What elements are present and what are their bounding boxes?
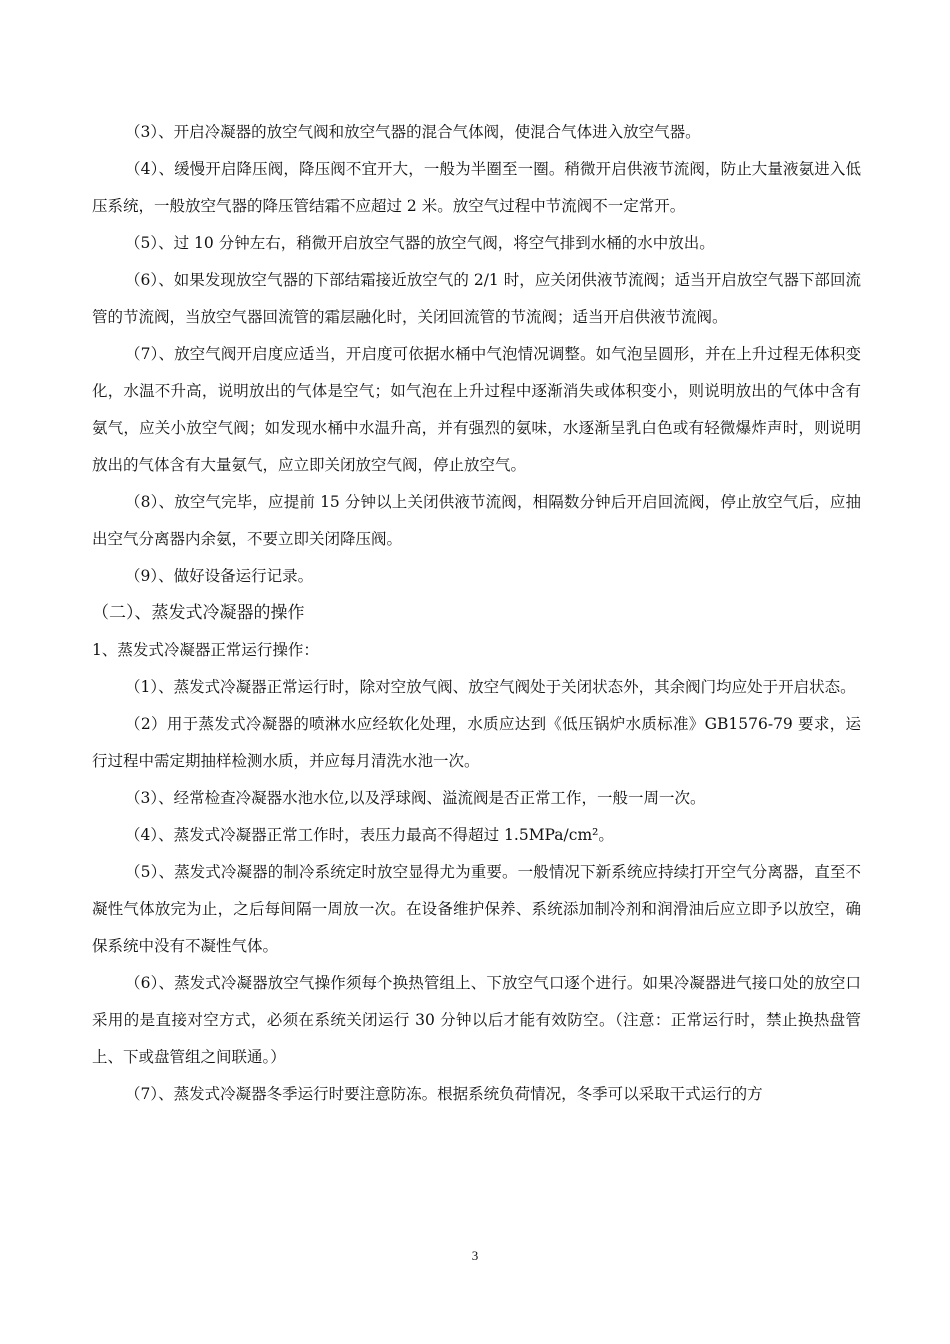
paragraph-op-2: （2）用于蒸发式冷凝器的喷淋水应经软化处理，水质应达到《低压锅炉水质标准》GB1576-79 要求，运行过程中需定期抽样检测水质，并应每月清洗水池一次。 <box>92 715 861 770</box>
section-heading: （二）、蒸发式冷凝器的操作 <box>92 603 305 623</box>
paragraph-op-4: （4）、蒸发式冷凝器正常工作时，表压力最高不得超过 1.5MPa/cm²。 <box>125 826 614 844</box>
paragraph-step-4: （4）、缓慢开启降压阀，降压阀不宜开大，一般为半圈至一圈。稍微开启供液节流阀，防止大量液氨进入低压系统，一般放空气器的降压管结霜不应超过 2 米。放空气过程中节流阀不一定常开。 <box>92 160 861 215</box>
paragraph-op-6: （6）、蒸发式冷凝器放空气操作须每个换热管组上、下放空气口逐个进行。如果冷凝器进气接口处的放空口采用的是直接对空方式，必须在系统关闭运行 30 分钟以后才能有效防空。（注意：正常运行时，禁止换热盘管上、下或盘管组之间联通。） <box>92 974 861 1066</box>
paragraph-step-6: （6）、如果发现放空气器的下部结霜接近放空气的 2/1 时，应关闭供液节流阀；适当开启放空气器下部回流管的节流阀，当放空气器回流管的霜层融化时，关闭回流管的节流阀；适当开启供液节流阀。 <box>92 271 861 326</box>
document-body <box>92 114 861 1113</box>
paragraph-step-8: （8）、放空气完毕，应提前 15 分钟以上关闭供液节流阀，相隔数分钟后开启回流阀，停止放空气后，应抽出空气分离器内余氨，不要立即关闭降压阀。 <box>92 493 861 548</box>
paragraph-step-7: （7）、放空气阀开启度应适当，开启度可依据水桶中气泡情况调整。如气泡呈圆形，并在上升过程无体积变化，水温不升高，说明放出的气体是空气；如气泡在上升过程中逐渐消失或体积变小，则说明放出的气体中含有氨气，应关小放空气阀；如发现水桶中水温升高，并有强烈的氨味，水逐渐呈乳白色或有轻微爆炸声时，则说明放出的气体含有大量氨气，应立即关闭放空气阀，停止放空气。 <box>92 345 861 474</box>
paragraph-step-9: （9）、做好设备运行记录。 <box>125 567 314 585</box>
paragraph-op-1: （1）、蒸发式冷凝器正常运行时，除对空放气阀、放空气阀处于关闭状态外，其余阀门均应处于开启状态。 <box>125 678 856 696</box>
paragraph-step-3: （3）、开启冷凝器的放空气阀和放空气器的混合气体阀，使混合气体进入放空气器。 <box>125 123 701 141</box>
paragraph-op-5: （5）、蒸发式冷凝器的制冷系统定时放空显得尤为重要。一般情况下新系统应持续打开空气分离器，直至不凝性气体放完为止，之后每间隔一周放一次。在设备维护保养、系统添加制冷剂和润滑油后应立即予以放空，确保系统中没有不凝性气体。 <box>92 863 861 955</box>
paragraph-op-7: （7）、蒸发式冷凝器冬季运行时要注意防冻。根据系统负荷情况，冬季可以采取干式运行的方 <box>125 1085 763 1103</box>
paragraph-op-3: （3）、经常检查冷凝器水池水位,以及浮球阀、溢流阀是否正常工作，一般一周一次。 <box>125 789 706 807</box>
page-number: 3 <box>471 1248 479 1263</box>
paragraph-step-5: （5）、过 10 分钟左右，稍微开启放空气器的放空气阀，将空气排到水桶的水中放出。 <box>125 234 715 252</box>
subsection-heading: 1、蒸发式冷凝器正常运行操作： <box>92 641 319 659</box>
